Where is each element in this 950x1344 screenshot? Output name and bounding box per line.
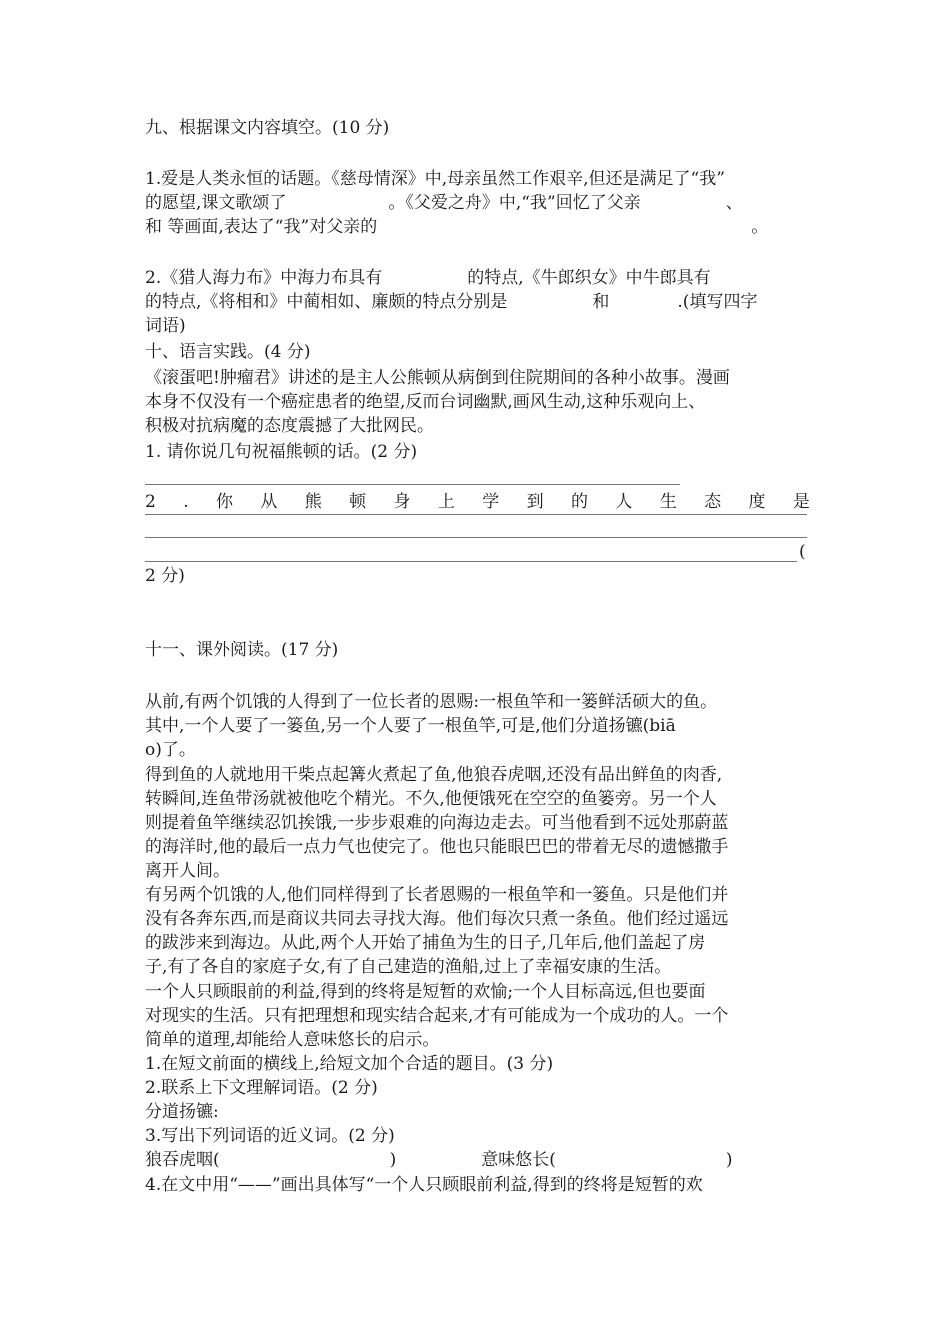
section-11-heading: 十一、课外阅读。(17 分) [145,640,339,660]
passage-line: 得到鱼的人就地用干柴点起篝火煮起了鱼,他狼吞虎咽,还没有品出鲜鱼的肉香, [145,765,723,785]
q10-2-char: 从 [260,492,278,512]
q10-2-char: 到 [526,492,544,512]
q10-1-answer-line[interactable] [145,484,680,485]
passage-line: 的海洋时,他的最后一点力气也使完了。他也只能眼巴巴的带着无尽的遗憾撒手 [145,837,729,857]
q9-1-line-3: 和 等画面,表达了“我”对父亲的 。 [145,217,769,237]
q10-2-char: 的 [570,492,588,512]
q10-2-score: 2 分) [145,566,185,586]
q10-2-text [145,490,810,514]
q10-2-char: 度 [748,492,766,512]
q10-2-answer-line-3[interactable] [145,561,797,562]
passage-line: 离开人间。 [145,861,230,881]
section-10-heading: 十、语言实践。(4 分) [145,342,311,362]
q10-2-paren-open: ( [799,542,806,562]
q10-2-char: 顿 [349,492,367,512]
q10-2-char: 2 [145,492,156,512]
q11-2-term: 分道扬镳: [145,1102,219,1122]
q10-2-char: . [183,492,189,512]
q11-3-text: 3.写出下列词语的近义词。(2 分) [145,1126,395,1146]
q11-3-blanks[interactable]: 狼吞虎咽( ) 意味悠长( ) [145,1150,733,1170]
passage-line: 一个人只顾眼前的利益,得到的终将是短暂的欢愉;一个人目标高远,但也要面 [145,982,706,1002]
passage-line: 转瞬间,连鱼带汤就被他吃个精光。不久,他便饿死在空空的鱼篓旁。另一个人 [145,789,717,809]
s10-intro-line-1: 《滚蛋吧!肿瘤君》讲述的是主人公熊顿从病倒到住院期间的各种小故事。漫画 [145,368,730,388]
q9-1-line-2: 的愿望,课文歌颂了 。《父爱之舟》中,“我”回忆了父亲 、 [145,193,743,213]
passage-line: 的跋涉来到海边。从此,两个人开始了捕鱼为生的日子,几年后,他们盖起了房 [145,933,706,953]
q9-1-line-1: 1.爱是人类永恒的话题。《慈母情深》中,母亲虽然工作艰辛,但还是满足了“我” [145,169,725,189]
q9-2-line-1: 2.《猎人海力布》中海力布具有 的特点,《牛郎织女》中牛郎具有 [145,268,711,288]
q10-2-char: 上 [437,492,455,512]
q10-2-char: 生 [659,492,677,512]
s10-intro-line-3: 积极对抗病魔的态度震撼了大批网民。 [145,416,434,436]
passage-line: 子,有了各自的家庭子女,有了自己建造的渔船,过上了幸福安康的生活。 [145,957,672,977]
s10-intro-line-2: 本身不仅没有一个癌症患者的绝望,反而台词幽默,画风生动,这种乐观向上、 [145,392,706,412]
q9-2-line-3: 词语) [145,316,186,336]
passage-line: 对现实的生活。只有把理想和现实结合起来,才有可能成为一个成功的人。一个 [145,1006,729,1026]
q10-2-answer-line-2[interactable] [145,537,807,538]
passage-line: 其中,一个人要了一篓鱼,另一个人要了一根鱼竿,可是,他们分道扬镳(biā [145,716,676,736]
passage-line: 简单的道理,却能给人意味悠长的启示。 [145,1030,440,1050]
passage-line: 有另两个饥饿的人,他们同样得到了长者恩赐的一根鱼竿和一篓鱼。只是他们并 [145,885,729,905]
q10-2-char: 是 [792,492,810,512]
q10-2-char: 态 [704,492,722,512]
q10-2-char: 身 [393,492,411,512]
passage-line: 没有各奔东西,而是商议共同去寻找大海。他们每次只煮一条鱼。他们经过遥远 [145,909,729,929]
q11-4-text: 4.在文中用“——”画出具体写“一个人只顾眼前利益,得到的终将是短暂的欢 [145,1175,703,1195]
q11-1-text: 1.在短文前面的横线上,给短文加个合适的题目。(3 分) [145,1054,554,1074]
passage-line: 则提着鱼竿继续忍饥挨饿,一步步艰难的向海边走去。可当他看到不远处那蔚蓝 [145,813,729,833]
passage-line: o)了。 [145,740,196,760]
q10-2-char: 你 [215,492,233,512]
q10-1-text: 1. 请你说几句祝福熊顿的话。(2 分) [145,442,418,462]
section-9-heading: 九、根据课文内容填空。(10 分) [145,118,390,138]
q10-2-answer-line-1[interactable] [145,514,807,515]
passage-line: 从前,有两个饥饿的人得到了一位长者的恩赐:一根鱼竿和一篓鲜活硕大的鱼。 [145,692,718,712]
q11-2-text: 2.联系上下文理解词语。(2 分) [145,1078,378,1098]
q10-2-char: 人 [615,492,633,512]
q10-2-char: 熊 [304,492,322,512]
q10-2-char: 学 [482,492,500,512]
q9-2-line-2: 的特点,《将相和》中蔺相如、廉颇的特点分别是 和 .(填写四字 [145,292,758,312]
